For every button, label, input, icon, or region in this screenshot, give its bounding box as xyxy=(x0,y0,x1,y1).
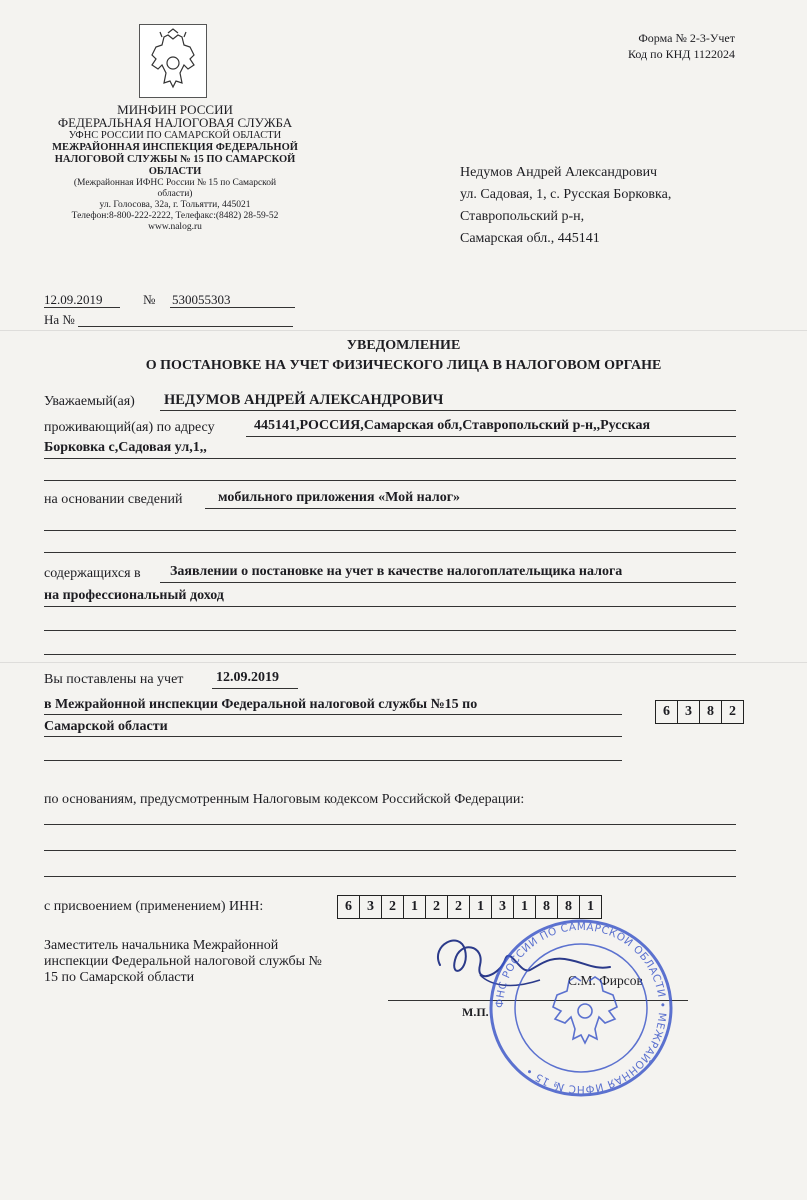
signer-position-2: инспекции Федеральной налоговой службы № xyxy=(44,954,322,969)
regional-office: УФНС РОССИИ ПО САМАРСКОЙ ОБЛАСТИ xyxy=(68,130,282,141)
knd-code: Код по КНД 1122024 xyxy=(628,47,735,61)
document-number: 530055303 xyxy=(172,292,231,307)
registration-date: 12.09.2019 xyxy=(216,670,279,685)
recipient-region: Самарская обл., 445141 xyxy=(460,231,600,246)
inn-digit: 2 xyxy=(426,896,448,918)
blank-line xyxy=(44,824,736,825)
inn-digit: 3 xyxy=(360,896,382,918)
tax-authority-1: в Межрайонной инспекции Федеральной налоговой службы №15 по xyxy=(44,697,478,712)
application-type-2: на профессиональный доход xyxy=(44,588,224,603)
code-digit: 2 xyxy=(729,704,736,719)
signer-name: С.М. Фирсов xyxy=(568,973,643,988)
coat-of-arms-emblem xyxy=(139,24,207,98)
application-underline-1 xyxy=(160,582,736,583)
tax-authority-underline-2 xyxy=(44,736,622,737)
blank-line xyxy=(44,760,622,761)
seal-ring-text: ФНС РОССИИ ПО САМАРСКОЙ ОБЛАСТИ • МЕЖРАЙОННАЯ ИФНС № 15 • xyxy=(493,920,669,1096)
inn-digit: 6 xyxy=(338,896,360,918)
inn-digit: 1 xyxy=(514,896,536,918)
issuer-phones: Телефон:8-800-222-2222, Телефакс:(8482) 28-59-52 xyxy=(71,211,279,221)
date-underline xyxy=(44,307,120,308)
svg-text:ФНС РОССИИ ПО САМАРСКОЙ ОБЛАСТ xyxy=(494,921,668,1095)
blank-line xyxy=(44,552,736,553)
service-name: ФЕДЕРАЛЬНАЯ НАЛОГОВАЯ СЛУЖБА xyxy=(57,115,293,130)
basis-label: на основании сведений xyxy=(44,492,183,507)
double-headed-eagle-icon xyxy=(140,25,206,97)
grounds-text: по основаниям, предусмотренным Налоговым кодексом Российской Федерации: xyxy=(44,792,525,807)
blank-line xyxy=(44,850,736,851)
inn-label: с присвоением (применением) ИНН: xyxy=(44,899,264,914)
document-date: 12.09.2019 xyxy=(44,292,103,307)
number-underline xyxy=(170,307,295,308)
inn-digit: 1 xyxy=(404,896,426,918)
application-underline-2 xyxy=(44,606,736,607)
registration-date-underline xyxy=(212,688,298,689)
inspection-name-1: МЕЖРАЙОННАЯ ИНСПЕКЦИЯ ФЕДЕРАЛЬНОЙ xyxy=(52,142,298,153)
code-digit: 6 xyxy=(656,701,678,723)
blank-line xyxy=(44,876,736,877)
blank-line xyxy=(44,530,736,531)
recipient-district: Ставропольский р-н, xyxy=(460,209,585,224)
tax-authority-2: Самарской области xyxy=(44,719,168,734)
registered-label: Вы поставлены на учет xyxy=(44,672,184,687)
basis-source: мобильного приложения «Мой налог» xyxy=(218,490,461,505)
taxpayer-address-2: Борковка с,Садовая ул,1,, xyxy=(44,440,207,455)
official-seal xyxy=(488,918,674,1098)
inn-number xyxy=(337,895,602,919)
address-underline-2 xyxy=(44,458,736,459)
title-line-1: УВЕДОМЛЕНИЕ xyxy=(346,338,461,353)
taxpayer-address-1: 445141,РОССИЯ,Самарская обл,Ставропольский р-н,,Русская xyxy=(254,418,651,433)
code-digit: 3 xyxy=(678,701,700,723)
inn-digit: 2 xyxy=(382,896,404,918)
signer-position-1: Заместитель начальника Межрайонной xyxy=(44,938,279,953)
issuer-address: ул. Голосова, 32а, г. Тольятти, 445021 xyxy=(99,200,251,210)
form-number: Форма № 2-3-Учет xyxy=(638,31,735,45)
recipient-address xyxy=(460,162,671,250)
form-id-block xyxy=(560,30,735,62)
inn-digit: 3 xyxy=(492,896,514,918)
signer-position xyxy=(44,938,322,986)
inspection-name-3: ОБЛАСТИ xyxy=(148,166,202,177)
inspection-name-2: НАЛОГОВОЙ СЛУЖБЫ № 15 ПО САМАРСКОЙ xyxy=(54,154,296,165)
blank-line xyxy=(44,630,736,631)
address-label: проживающий(ая) по адресу xyxy=(44,420,215,435)
signer-position-3: 15 по Самарской области xyxy=(44,970,195,985)
recipient-name: Недумов Андрей Александрович xyxy=(460,165,658,180)
inn-digit: 2 xyxy=(448,896,470,918)
inn-digit: 1 xyxy=(587,899,594,914)
inspection-short-1: (Межрайонная ИФНС России № 15 по Самарской xyxy=(73,178,277,188)
in-reply-underline xyxy=(78,326,293,327)
taxpayer-name-underline xyxy=(160,410,736,411)
contained-label: содержащихся в xyxy=(44,566,141,581)
stamp-place-label: М.П. xyxy=(462,1005,489,1019)
recipient-street: ул. Садовая, 1, с. Русская Борковка, xyxy=(460,187,672,202)
tax-authority-underline-1 xyxy=(44,714,622,715)
paper-crease xyxy=(0,330,807,331)
issuer-header xyxy=(20,103,330,233)
seal-eagle-icon xyxy=(553,977,617,1043)
blank-line xyxy=(44,654,736,655)
inn-digit: 8 xyxy=(558,896,580,918)
document-title xyxy=(0,336,807,376)
dear-label: Уважаемый(ая) xyxy=(44,394,135,409)
title-line-2: О ПОСТАНОВКЕ НА УЧЕТ ФИЗИЧЕСКОГО ЛИЦА В НАЛОГОВОМ ОРГАНЕ xyxy=(145,358,662,373)
inspection-short-2: области) xyxy=(157,189,193,199)
taxpayer-name: НЕДУМОВ АНДРЕЙ АЛЕКСАНДРОВИЧ xyxy=(164,392,444,408)
inn-digit: 8 xyxy=(536,896,558,918)
issuer-website: www.nalog.ru xyxy=(148,222,202,232)
in-reply-label: На № xyxy=(44,312,75,327)
paper-crease xyxy=(0,662,807,663)
basis-underline xyxy=(205,508,736,509)
tax-authority-code xyxy=(655,700,744,724)
number-label: № xyxy=(143,292,156,307)
code-digit: 8 xyxy=(700,701,722,723)
blank-line xyxy=(44,480,736,481)
application-type-1: Заявлении о постановке на учет в качестве налогоплательщика налога xyxy=(170,564,623,579)
inn-digit: 1 xyxy=(470,896,492,918)
address-underline-1 xyxy=(246,436,736,437)
ministry-name: МИНФИН РОССИИ xyxy=(117,102,233,117)
